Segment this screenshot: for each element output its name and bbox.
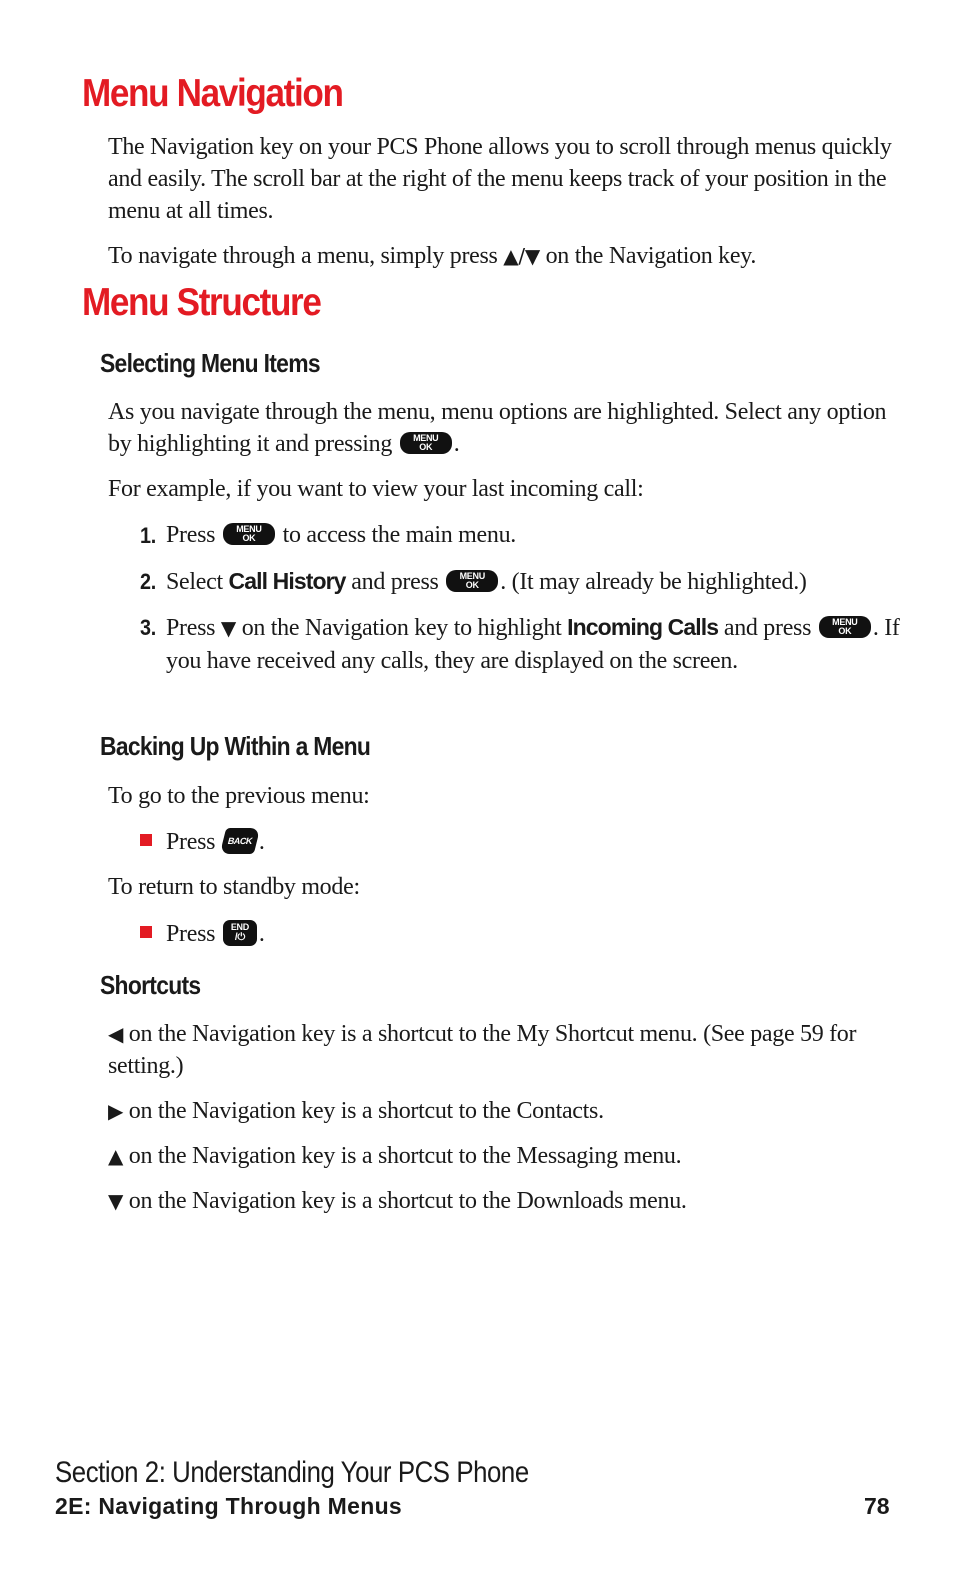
step-number: 3.: [140, 615, 156, 640]
right-arrow-icon: ▶: [108, 1099, 124, 1123]
back-key-icon: BACK: [220, 828, 260, 854]
shortcut-item-down: ▼ on the Navigation key is a shortcut to the Downloads menu.: [108, 1188, 687, 1214]
selecting-text: As you navigate through the menu, menu options are highlighted. Select any option by highlighting it and pressing: [108, 399, 887, 457]
footer-section-title: Section 2: Understanding Your PCS Phone: [55, 1456, 529, 1489]
shortcut-item-left: ◀ on the Navigation key is a shortcut to the My Shortcut menu. (See page 59 for setting.): [108, 1021, 857, 1079]
instruction-text: on the Navigation key.: [545, 243, 757, 269]
step-item-1: 1. Press MENU OK to access the main menu.: [140, 519, 900, 552]
previous-menu-paragraph: To go to the previous menu:: [108, 783, 370, 809]
navigation-instruction-paragraph: [108, 240, 898, 272]
down-arrow-icon: ▼: [108, 1189, 124, 1213]
selecting-paragraph: As you navigate through the menu, menu options are highlighted. Select any option by highlighting it and pressing MENU OK .: [108, 399, 887, 457]
footer-chapter-title: 2E: Navigating Through Menus: [55, 1493, 403, 1519]
step-number: 1.: [140, 523, 156, 548]
section-title-menu-structure: Menu Structure: [82, 281, 321, 324]
step-number: 2.: [140, 569, 156, 594]
standby-paragraph: To return to standby mode:: [108, 874, 360, 900]
subheading-backing-up: Backing Up Within a Menu: [100, 731, 371, 761]
bullet-item-back: Press BACK .: [140, 826, 265, 858]
page-number: 78: [864, 1493, 890, 1519]
subheading-selecting-menu-items: Selecting Menu Items: [100, 348, 320, 378]
shortcut-item-right: ▶ on the Navigation key is a shortcut to the Contacts.: [108, 1098, 604, 1124]
end-power-key-icon: END /⏻: [223, 920, 257, 946]
bullet-square-icon: [140, 834, 152, 846]
shortcut-item-up: ▲ on the Navigation key is a shortcut to the Messaging menu.: [108, 1143, 682, 1169]
left-arrow-icon: ◀: [108, 1022, 124, 1046]
bullet-item-end: Press END /⏻ .: [140, 918, 265, 950]
menu-term-call-history: Call History: [228, 568, 346, 594]
example-paragraph: For example, if you want to view your last incoming call:: [108, 476, 644, 502]
down-arrow-icon: ▼: [220, 616, 236, 640]
navigation-intro-paragraph: The Navigation key on your PCS Phone allows you to scroll through menus quickly and easily. The scroll bar at the right of the menu keeps track of your position in the menu at all times.: [108, 134, 892, 224]
step-item-3: 3. Press ▼ on the Navigation key to highlight Incoming Calls and press MENU OK . If you have received any calls, they are displayed on the screen.: [140, 611, 900, 678]
bullet-square-icon: [140, 926, 152, 938]
menu-ok-key-icon: MENU OK: [400, 432, 452, 454]
subheading-shortcuts: Shortcuts: [100, 970, 201, 1000]
menu-ok-key-icon: MENU OK: [446, 570, 498, 592]
section-title-menu-navigation: Menu Navigation: [82, 72, 343, 115]
menu-ok-key-icon: MENU OK: [819, 616, 871, 638]
menu-ok-key-icon: MENU OK: [223, 523, 275, 545]
up-down-arrow-icon: ▲/▼: [503, 244, 540, 268]
menu-term-incoming-calls: Incoming Calls: [567, 614, 719, 640]
up-arrow-icon: ▲: [108, 1144, 124, 1168]
step-item-2: 2. Select Call History and press MENU OK . (It may already be highlighted.): [140, 565, 900, 599]
instruction-text: To navigate through a menu, simply press: [108, 243, 498, 269]
